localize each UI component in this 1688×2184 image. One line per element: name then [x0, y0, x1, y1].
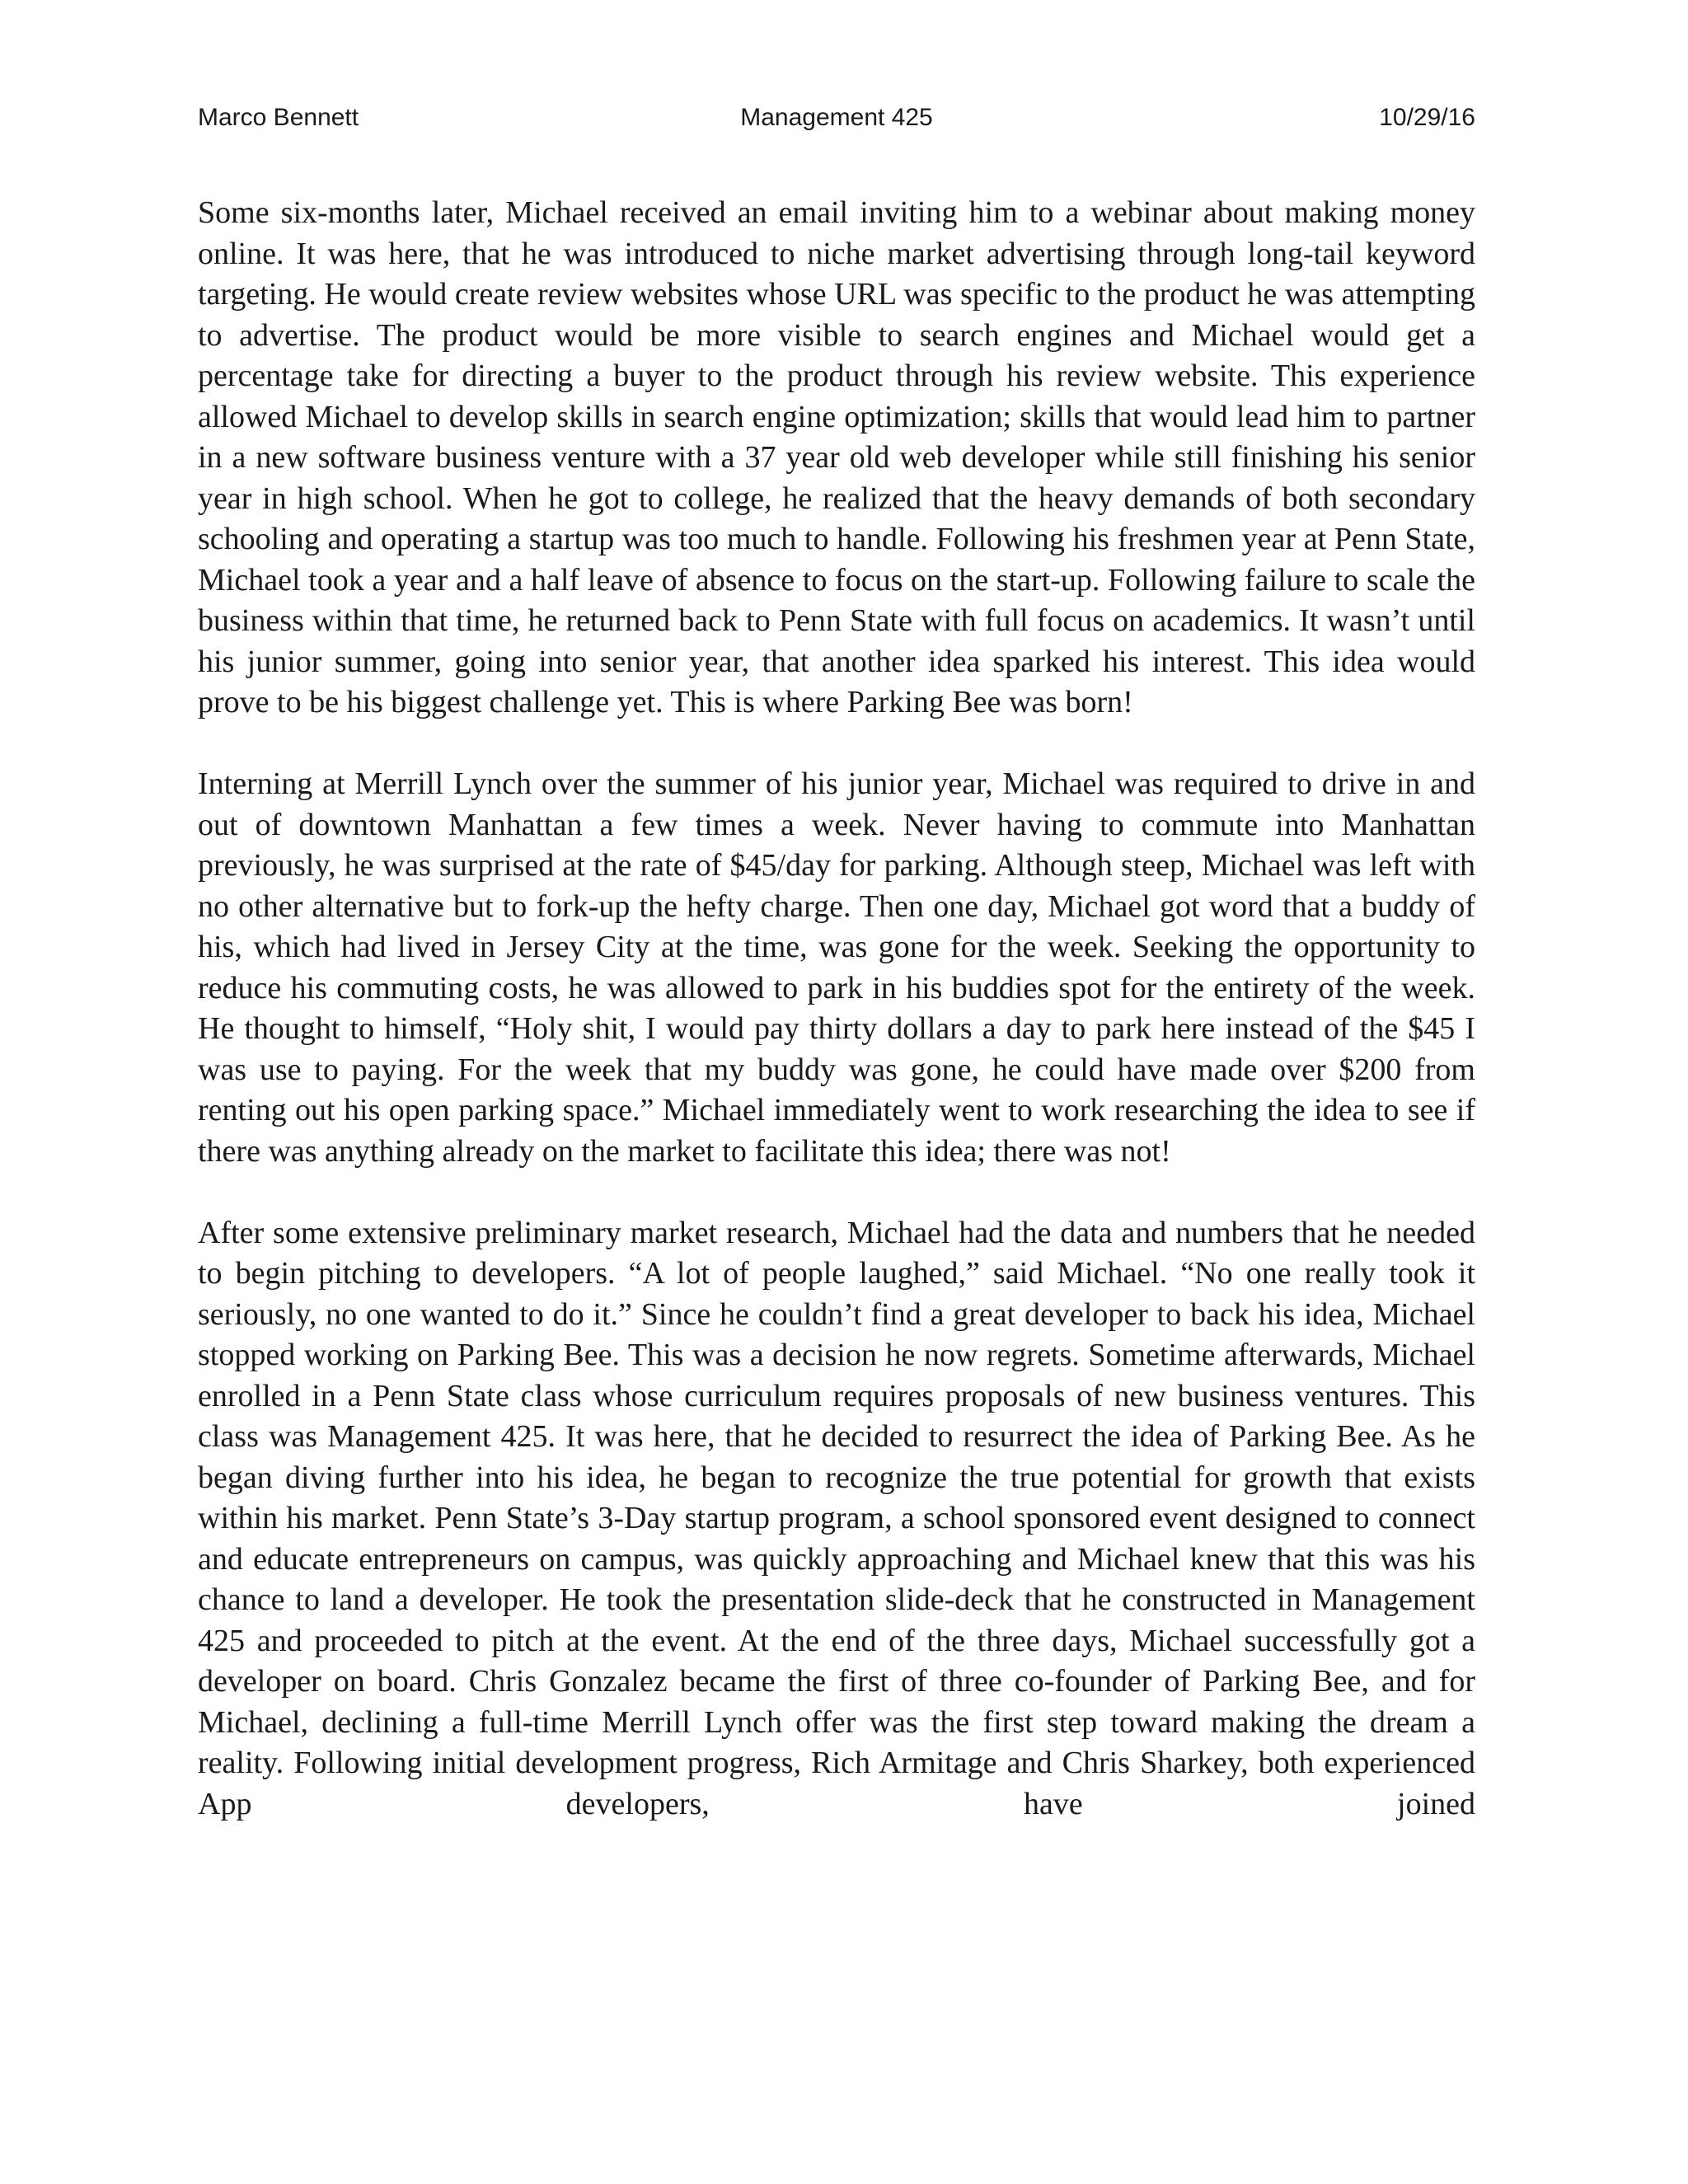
- paragraph-1: Some six-months later, Michael received an email inviting him to a webinar about making money online. It was here, that he was introduced to niche market advertising through long-tail keyword targeting. He would create review websites whose URL was specific to the product he was attempting to advertise. The product would be more visible to search engines and Michael would get a percentage take for directing a buyer to the product through his review website. This experience allowed Michael to develop skills in search engine optimization; skills that would lead him to partner in a new software business venture with a 37 year old web developer while still finishing his senior year in high school. When he got to college, he realized that the heavy demands of both secondary schooling and operating a startup was too much to handle. Following his freshmen year at Penn State, Michael took a year and a half leave of absence to focus on the start-up. Following failure to scale the business within that time, he returned back to Penn State with full focus on academics. It wasn’t until his junior summer, going into senior year, that another idea sparked his interest. This idea would prove to be his biggest challenge yet. This is where Parking Bee was born!: [198, 195, 1475, 719]
- header-author: Marco Bennett: [198, 104, 359, 131]
- header-course: Management 425: [740, 104, 933, 131]
- header-date: 10/29/16: [1379, 104, 1475, 131]
- paragraph-2: Interning at Merrill Lynch over the summer of his junior year, Michael was required to drive in and out of downtown Manhattan a few times a week. Never having to commute into Manhattan previously, he was surprised at the rate of $45/day for parking. Although steep, Michael was left with no other alternative but to fork-up the hefty charge. Then one day, Michael got word that a buddy of his, which had lived in Jersey City at the time, was gone for the week. Seeking the opportunity to reduce his commuting costs, he was allowed to park in his buddies spot for the entirety of the week. He thought to himself, “Holy shit, I would pay thirty dollars a day to park here instead of the $45 I was use to paying. For the week that my buddy was gone, he could have made over $200 from renting out his open parking space.” Michael immediately went to work researching the idea to see if there was anything already on the market to facilitate this idea; there was not!: [198, 766, 1475, 1169]
- paragraph-3: After some extensive preliminary market research, Michael had the data and numbers that he needed to begin pitching to developers. “A lot of people laughed,” said Michael. “No one really took it seriously, no one wanted to do it.” Since he couldn’t find a great developer to back his idea, Michael stopped working on Parking Bee. This was a decision he now regrets. Sometime afterwards, Michael enrolled in a Penn State class whose curriculum requires proposals of new business ventures. This class was Management 425. It was here, that he decided to resurrect the idea of Parking Bee. As he began diving further into his idea, he began to recognize the true potential for growth that exists within his market. Penn State’s 3-Day startup program, a school sponsored event designed to connect and educate entrepreneurs on campus, was quickly approaching and Michael knew that this was his chance to land a developer. He took the presentation slide-deck that he constructed in Management 425 and proceeded to pitch at the event. At the end of the three days, Michael successfully got a developer on board. Chris Gonzalez became the first of three co-founder of Parking Bee, and for Michael, declining a full-time Merrill Lynch offer was the first step toward making the dream a reality. Following initial development progress, Rich Armitage and Chris Sharkey, both experienced App developers, have joined: [198, 1215, 1475, 1821]
- page-header: [198, 97, 1475, 138]
- body-text: [198, 193, 1475, 1866]
